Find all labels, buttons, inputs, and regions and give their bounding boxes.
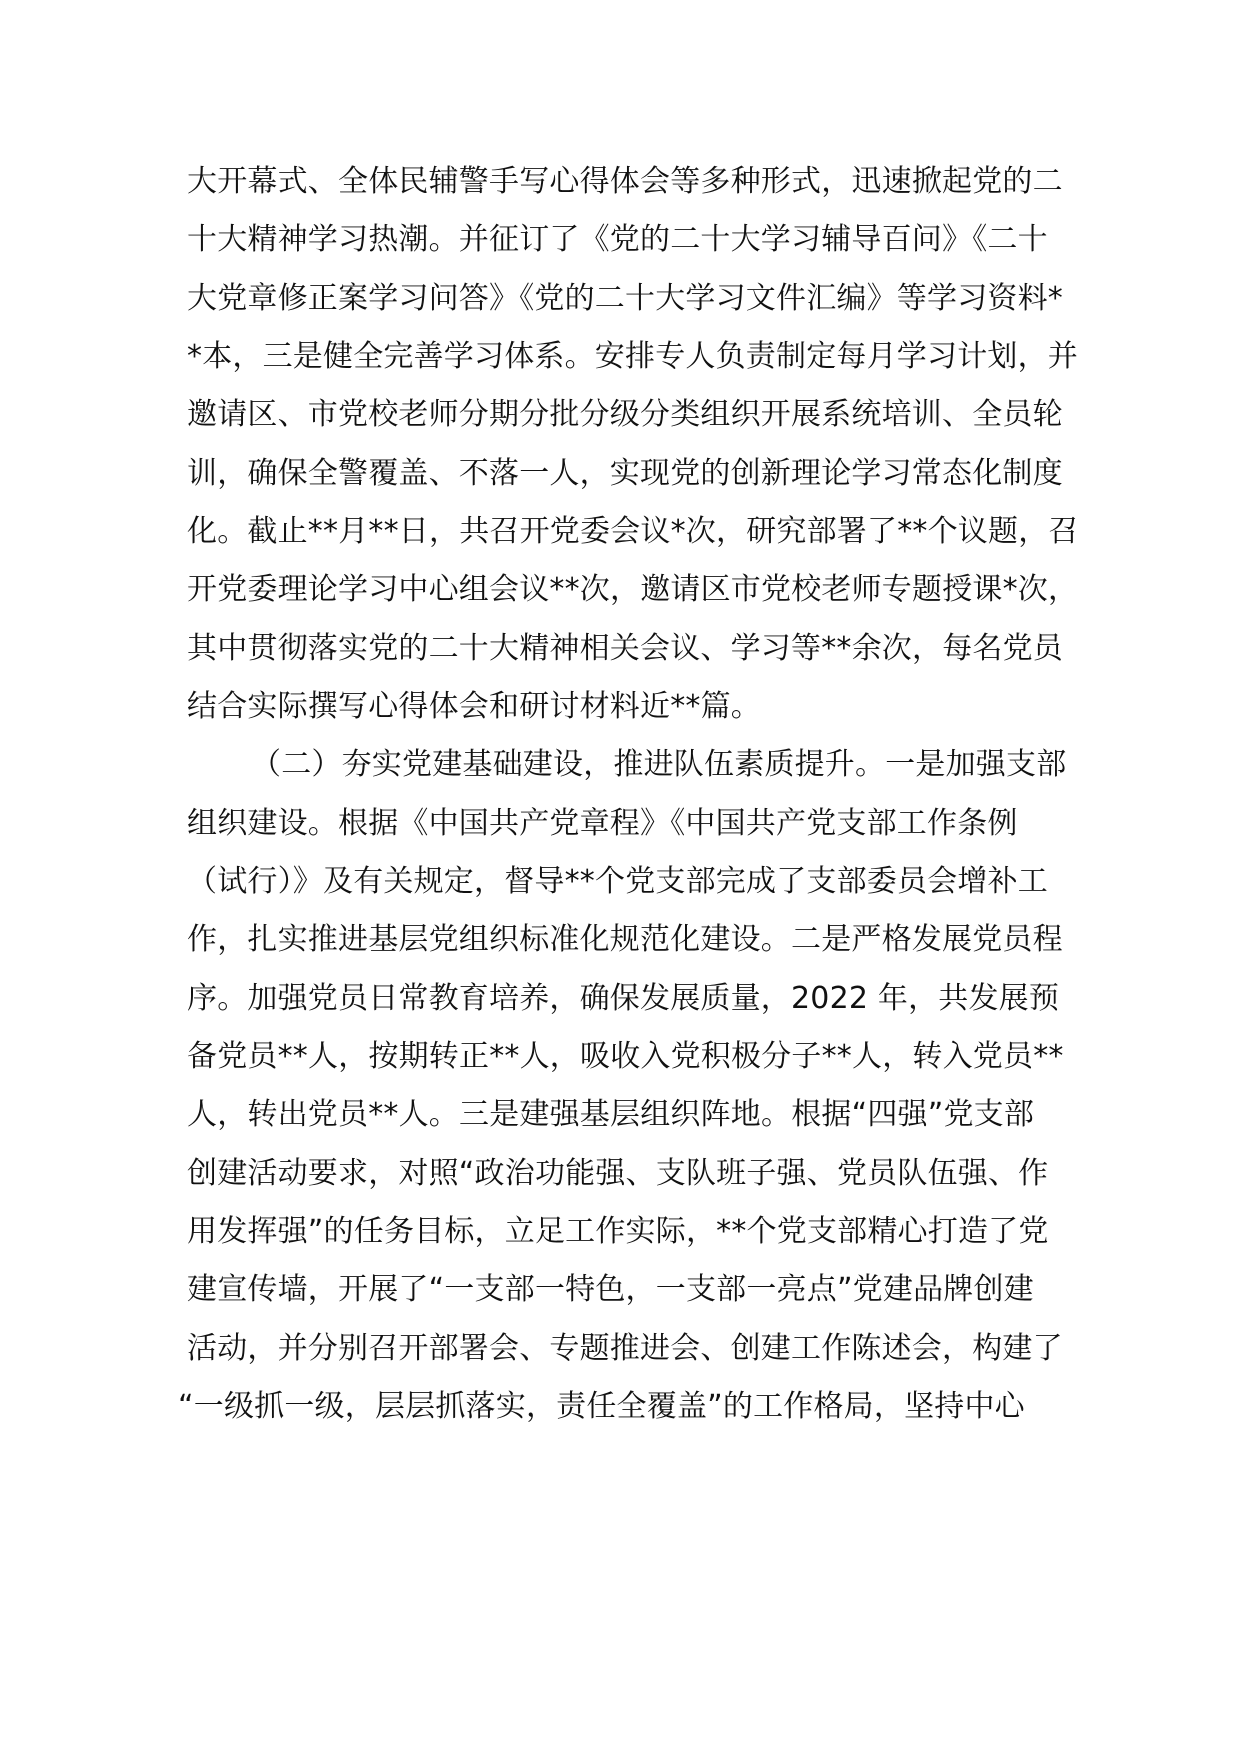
text-line: 其中贯彻落实党的二十大精神相关会议、学习等**余次，每名党员 <box>187 631 1063 666</box>
text-line: 创建活动要求，对照“政治功能强、支队班子强、党员队伍强、作 <box>187 1156 1049 1191</box>
text-line: 开党委理论学习中心组会议**次，邀请区市党校老师专题授课*次， <box>187 572 1079 607</box>
text-line: 备党员**人，按期转正**人，吸收入党积极分子**人，转入党员** <box>187 1039 1064 1074</box>
text-line: 化。截止**月**日，共召开党委会议*次，研究部署了**个议题，召 <box>187 514 1079 549</box>
text-line: 邀请区、市党校老师分期分批分级分类组织开展系统培训、全员轮 <box>187 397 1063 432</box>
text-line: 大开幕式、全体民辅警手写心得体会等多种形式，迅速掀起党的二 <box>187 164 1063 199</box>
text-line: 组织建设。根据《中国共产党章程》《中国共产党支部工作条例 <box>187 806 1018 841</box>
text-line: 结合实际撰写心得体会和研讨材料近**篇。 <box>187 689 761 724</box>
text-line: 十大精神学习热潮。并征订了《党的二十大学习辅导百问》《二十 <box>187 222 1048 257</box>
text-line: （试行）》及有关规定，督导**个党支部完成了支部委员会增补工 <box>187 864 1048 899</box>
text-line: 序。加强党员日常教育培养，确保发展质量，2022 年，共发展预 <box>187 981 1060 1016</box>
text-line: 建宣传墙，开展了“一支部一特色，一支部一亮点”党建品牌创建 <box>187 1272 1034 1307</box>
section-heading-line: （二）夯实党建基础建设，推进队伍素质提升。一是加强支部 <box>251 747 1067 782</box>
text-line: 用发挥强”的任务目标，立足工作实际，**个党支部精心打造了党 <box>187 1214 1049 1249</box>
text-line: 训，确保全警覆盖、不落一人，实现党的创新理论学习常态化制度 <box>187 456 1063 491</box>
text-line: 作，扎实推进基层党组织标准化规范化建设。二是严格发展党员程 <box>187 922 1063 957</box>
text-line: 活动，并分别召开部署会、专题推进会、创建工作陈述会，构建了 <box>187 1331 1063 1366</box>
text-line: *本，三是健全完善学习体系。安排专人负责制定每月学习计划，并 <box>187 339 1078 374</box>
text-line: 大党章修正案学习问答》《党的二十大学习文件汇编》等学习资料* <box>187 281 1063 316</box>
text-line: “一级抓一级，层层抓落实，责任全覆盖”的工作格局，坚持中心 <box>178 1389 1025 1424</box>
text-line: 人，转出党员**人。三是建强基层组织阵地。根据“四强”党支部 <box>187 1097 1035 1132</box>
